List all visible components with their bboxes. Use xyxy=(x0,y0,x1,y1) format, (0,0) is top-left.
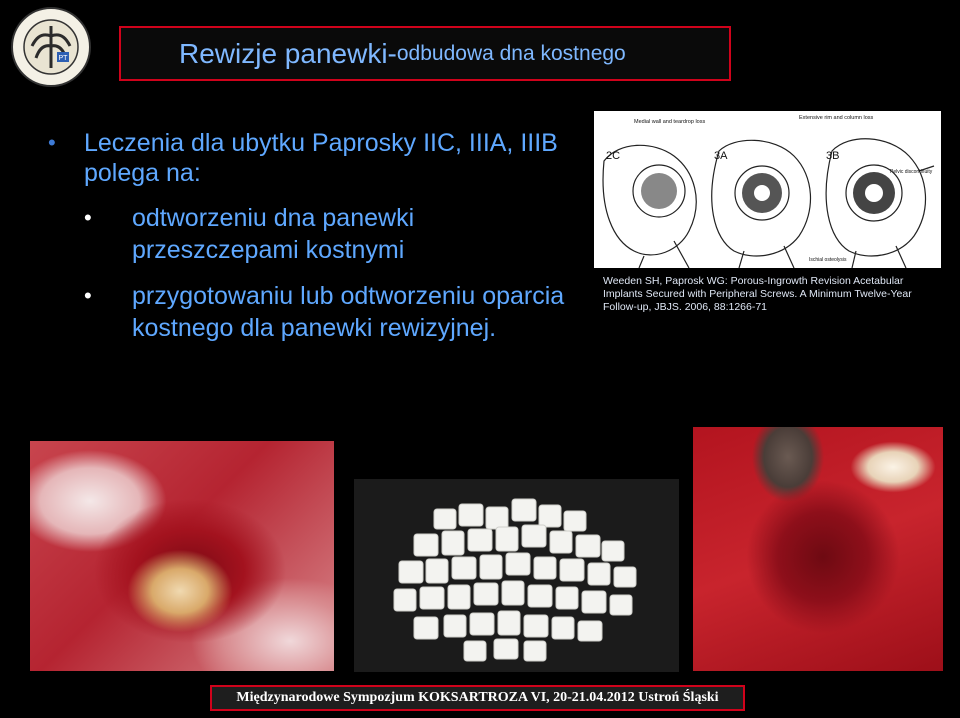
diagram-annotation-1: Medial wall and teardrop loss xyxy=(634,119,706,125)
bullet-list xyxy=(44,128,584,344)
surgical-photo-acetabulum xyxy=(30,441,334,671)
bullet-sub-2: • przygotowaniu lub odtworzeniu oparcia kostnego dla panewki rewizyjnej. xyxy=(86,280,584,344)
figure-caption: Weeden SH, Paprosk WG: Porous-Ingrowth Revision Acetabular Implants Secured with Peripheral Screws. A Minimum Twelve-Year Follow-up, JBJS. 2006, 88:1266-71 xyxy=(603,275,912,313)
slide-subtitle: odbudowa dna kostnego xyxy=(396,41,626,65)
diagram-annotation-3: Pelvic discontinuity xyxy=(890,169,933,175)
bullet-sub-1: • odtworzeniu dna panewki przeszczepami kostnymi xyxy=(86,202,584,266)
diagram-annotation-4: Ischial osteolysis xyxy=(809,257,847,263)
diagram-label-3b: 3B xyxy=(826,150,840,162)
paprosky-classification-diagram xyxy=(594,111,941,268)
diagram-annotation-2: Extensive rim and column loss xyxy=(799,115,874,121)
bone-graft-chips-photo xyxy=(354,479,679,672)
symposium-logo xyxy=(10,6,92,88)
slide-title: Rewizje panewki- xyxy=(179,37,397,69)
bullet-main: • Leczenia dla ubytku Paprosky IIC, IIIA, IIIB polega na: xyxy=(44,128,584,188)
title-banner xyxy=(119,26,731,81)
svg-text:PT: PT xyxy=(58,55,68,62)
surgical-photo-graft-impaction xyxy=(693,427,943,671)
footer-banner: Międzynarodowe Sympozjum KOKSARTROZA VI, 20-21.04.2012 Ustroń Śląski xyxy=(210,685,745,711)
diagram-label-3a: 3A xyxy=(714,150,728,162)
diagram-label-2c: 2C xyxy=(606,150,621,162)
